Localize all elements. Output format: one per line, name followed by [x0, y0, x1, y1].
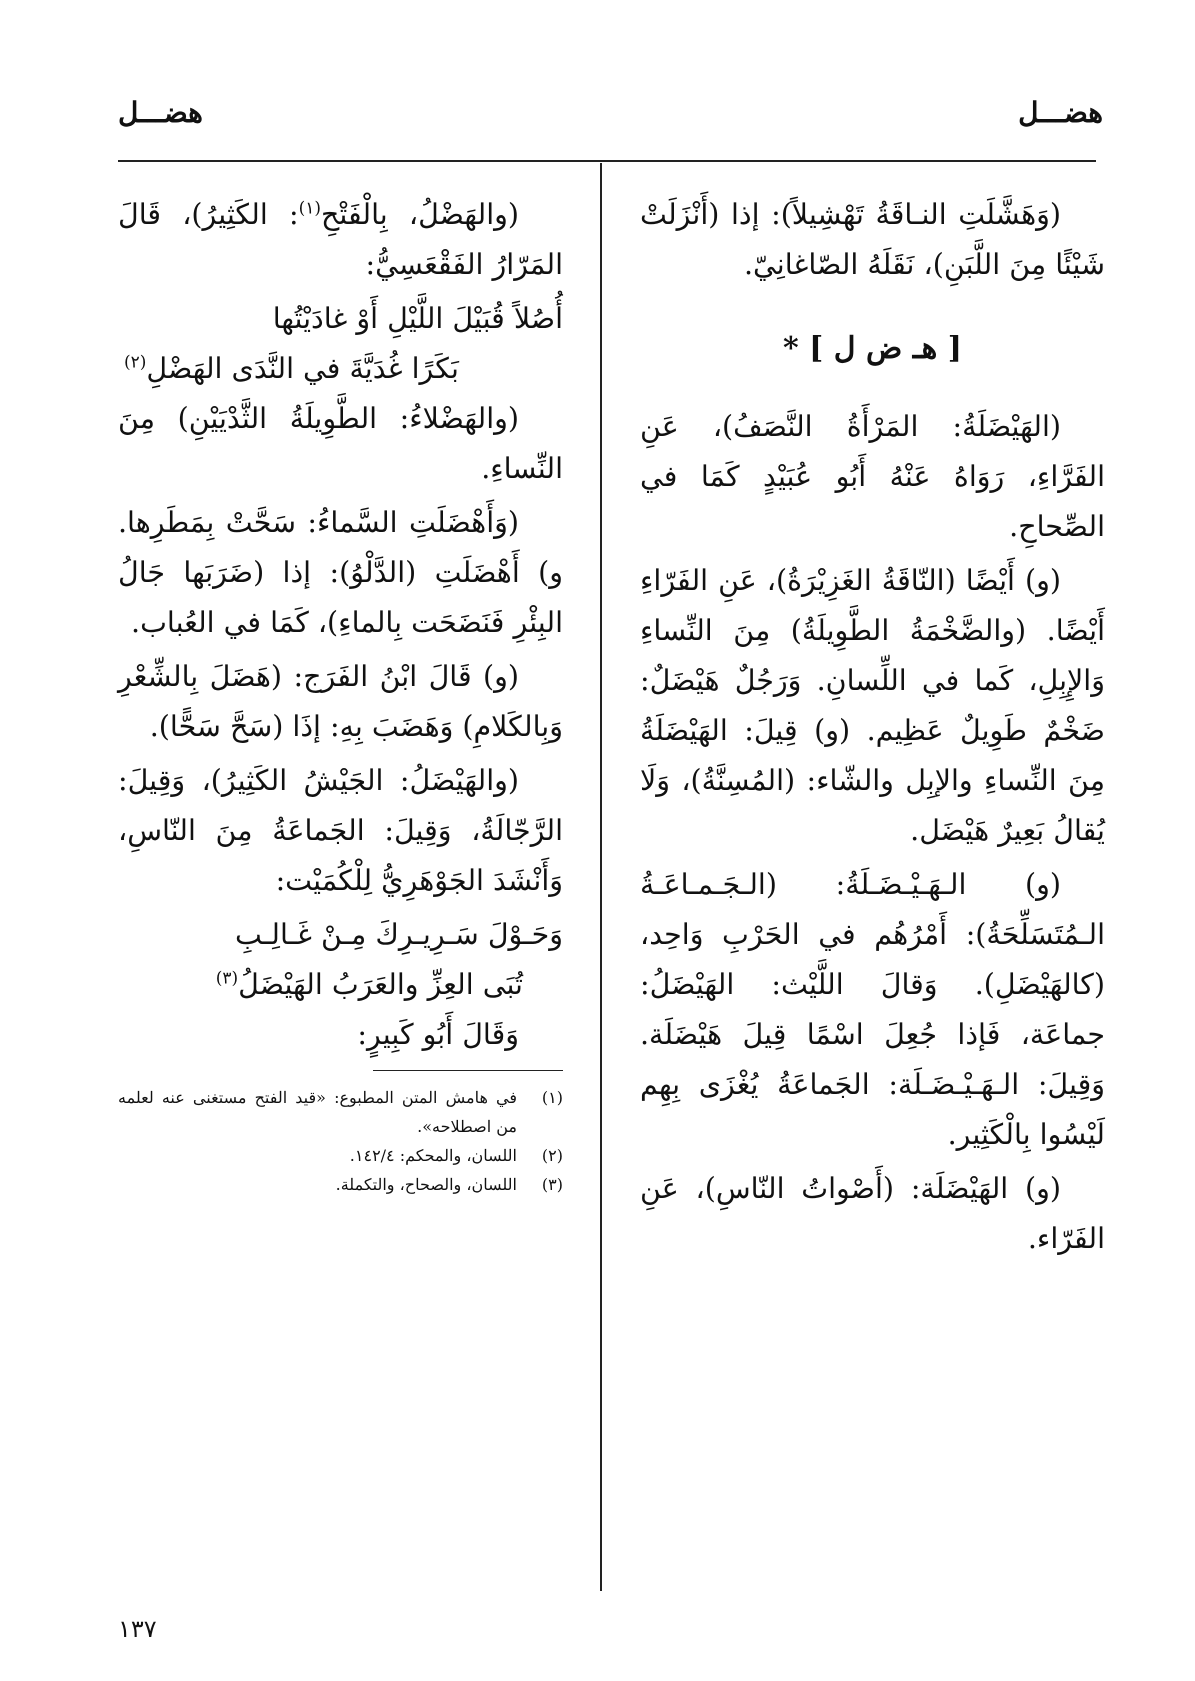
left-column [118, 190, 563, 1199]
footnote-ref: (٢) [124, 352, 147, 373]
paragraph: (والهَيْضَلُ: الجَيْشُ الكَثِيرُ)، وَقِيلَ: الرَّجّالَةُ، وَقِيلَ: الجَماعَةُ مِنَ النّاسِ، وَأَنْشَدَ الجَوْهَرِيُّ لِلْكُمَيْت: [118, 764, 563, 897]
footnote [118, 1170, 563, 1199]
verse-line: أُصُلاً قُبَيْلَ اللَّيْلِ أَوْ غادَيْتُها [272, 302, 563, 335]
column-divider [600, 163, 602, 1591]
footnote-text: اللسان، والمحكم: ١٤٢/٤. [349, 1146, 517, 1165]
footnote-number: (٣) [541, 1175, 563, 1194]
text-segment: : الكَثِيرُ)، قَالَ المَرّارُ الفَقْعَسِيُّ: [118, 198, 563, 281]
running-header-right: هضـــل [1018, 96, 1103, 129]
running-header-left: هضـــل [118, 96, 203, 129]
paragraph: (الهَيْضَلَةُ: المَرْأَةُ النَّصَفُ)، عَنِ الفَرَّاءِ، رَوَاهُ عَنْهُ أَبُو عُبَيْدٍ كَمَا في الصِّحاحِ. [640, 410, 1105, 543]
paragraph: (وَهَشَّلَتِ النـاقَةُ تَهْشِيلاً): إذا (أَنْزَلَتْ شَيْئًا مِنَ اللَّبَنِ)، نَقَلَهُ الصّاغانِيّ. [640, 198, 1105, 281]
verse-line: وَحَـوْلَ سَـرِيـرِكَ مِـنْ غَـالِـبِ [234, 918, 563, 951]
text-segment: (والهَضْلُ، بِالْفَتْحِ [320, 198, 519, 231]
right-column [640, 190, 1105, 1268]
entry-heading: [ هـ ض ل ] * [783, 331, 962, 366]
footnotes [118, 1083, 563, 1199]
verse-line [118, 344, 563, 394]
page-number: ١٣٧ [118, 1615, 157, 1643]
paragraph: (و) الـهَـيْـضَـلَةُ: (الـجَـمـاعَـةُ الـمُتَسَلِّحَةُ): أَمْرُهُم في الحَرْبِ وَاحِد، (كالهَيْضَلِ). وَقالَ اللَّيْث: الهَيْضَلُ: جماعَة، فَإذا جُعِلَ اسْمًا قِيلَ هَيْضَلَة. وَقِيلَ: الـهَـيْـضَـلَة: الجَماعَةُ يُغْزَى بِهِم لَيْسُوا بِالْكَثِير. [640, 868, 1105, 1151]
text-segment: بَكَرًا غُدَيَّةَ في النَّدَى الهَضْلِ [146, 352, 459, 385]
paragraph: وَقَالَ أَبُو كَبِيرٍ: [357, 1018, 519, 1051]
footnote-ref: (٣) [215, 968, 239, 989]
paragraph: (و) قَالَ ابْنُ الفَرَج: (هَضَلَ بِالشِّعْرِ وَبِالكَلامِ) وَهَضَبَ بِهِ: إذَا (سَحَّ سَحًّا). [118, 660, 563, 743]
footnote [118, 1141, 563, 1170]
footnote-text: اللسان، والصحاح، والتكملة. [335, 1175, 517, 1194]
footnote [118, 1083, 563, 1141]
footnote-rule [373, 1070, 563, 1071]
paragraph: (و) أَيْضًا (النّاقَةُ الغَزِيْرَةُ)، عَنِ الفَرّاءِ أَيْضًا. (والضَّخْمَةُ الطَّوِيلَةُ) مِنَ النِّساءِ وَالإِبِلِ، كَما في اللِّسانِ. وَرَجُلٌ هَيْضَلٌ: ضَخْمٌ طَوِيلٌ عَظِيم. (و) قِيلَ: الهَيْضَلَةُ مِنَ النِّساءِ والإبِل والشّاء: (المُسِنَّةُ)، وَلَا يُقالُ بَعِيرٌ هَيْضَل. [640, 564, 1105, 847]
footnote-number: (٢) [541, 1146, 563, 1165]
text-segment: تُبَى العِزِّ والعَرَبُ الهَيْضَلُ [238, 968, 523, 1001]
footnote-ref: (١) [298, 198, 321, 219]
paragraph: (و) الهَيْضَلَة: (أَصْواتُ النّاسِ)، عَنِ الفَرّاء. [640, 1172, 1105, 1255]
paragraph [118, 190, 563, 290]
paragraph: (وَأَهْضَلَتِ السَّماءُ: سَحَّتْ بِمَطَرِها. و) أَهْضَلَتِ (الدَّلْوُ): إذا (ضَرَبَها جَالُ البِئْرِ فَنَضَحَت بِالماءِ)، كَمَا في العُباب. [118, 506, 563, 639]
verse-line [118, 960, 563, 1010]
footnote-text: في هامش المتن المطبوع: «قيد الفتح مستغنى عنه لعلمه من اصطلاحه». [118, 1088, 517, 1136]
header-rule [118, 160, 1096, 162]
paragraph: (والهَضْلاءُ: الطَّوِيلَةُ الثَّدْيَيْنِ) مِنَ النِّساءِ. [118, 402, 563, 485]
footnote-number: (١) [541, 1088, 563, 1107]
